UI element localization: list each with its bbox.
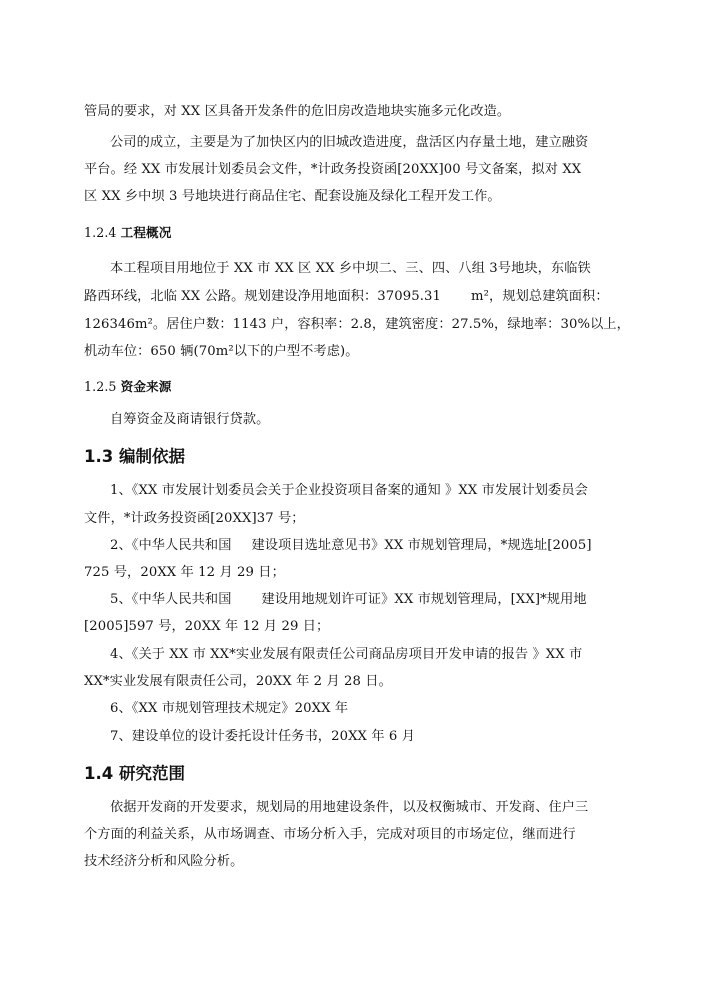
scope-line: 个方面的利益关系，从市场调查、市场分析入手，完成对项目的市场定位，继而进行 <box>84 827 576 842</box>
basis-item: 7、建设单位的设计委托设计任务书，20XX 年 6 月 <box>110 729 415 744</box>
overview-line-part: m²，规划总建筑面积： <box>471 289 609 304</box>
overview-line-part: 路西环线，北临 XX 公路。规划建设净用地面积：37095.31 <box>84 289 442 304</box>
overview-line <box>84 288 609 306</box>
basis-item: 4、《关于 XX 市 XX*实业发展有限责任公司商品房项目开发申请的报告 》XX 市 <box>110 647 583 662</box>
funding-line: 自筹资金及商请银行贷款。 <box>110 412 270 427</box>
section-number: 1.2.4 <box>84 225 117 240</box>
basis-item-continuation: 文件，*计政务投资函[20XX]37 号； <box>84 511 305 526</box>
intro-paragraph-line: 区 XX 乡中坝 3 号地块进行商品住宅、配套设施及绿化工程开发工作。 <box>84 189 501 204</box>
overview-line: 126346m²。居住户数：1143 户，容积率：2.8，建筑密度：27.5%，绿地率：30%以上， <box>84 317 630 332</box>
section-1-3-heading: 1.3 编制依据 <box>84 447 185 466</box>
basis-item <box>110 591 587 609</box>
intro-paragraph-line: 管局的要求，对 XX 区具备开发条件的危旧房改造地块实施多元化改造。 <box>84 104 511 119</box>
basis-item-continuation: 725 号，20XX 年 12 月 29 日； <box>84 565 285 580</box>
overview-line: 本工程项目用地位于 XX 市 XX 区 XX 乡中坝二、三、四、八组 3号地块，东临铁 <box>110 261 591 276</box>
scope-line: 技术经济分析和风险分析。 <box>84 854 244 869</box>
basis-item: 6、《XX 市规划管理技术规定》20XX 年 <box>110 701 349 716</box>
basis-item-part: 2、《中华人民共和国 <box>110 538 232 553</box>
section-1-4-heading: 1.4 研究范围 <box>84 764 185 783</box>
section-title: 工程概况 <box>120 225 172 240</box>
basis-item <box>110 537 592 555</box>
basis-item-continuation: [2005]597 号，20XX 年 12 月 29 日； <box>84 619 330 634</box>
overview-line: 机动车位：650 辆(70m²以下的户型不考虑)。 <box>84 344 359 359</box>
intro-paragraph-line: 平台。经 XX 市发展计划委员会文件，*计政务投资函[20XX]00 号文备案，拟对 XX <box>84 162 582 177</box>
scope-line: 依据开发商的开发要求，规划局的用地建设条件，以及权衡城市、开发商、住户三 <box>110 800 589 815</box>
section-1-2-4-heading <box>84 224 171 242</box>
basis-item-part: 建设项目选址意见书》XX 市规划管理局，*规选址[2005] <box>251 538 592 553</box>
intro-paragraph-line: 公司的成立，主要是为了加快区内的旧城改造进度，盘活区内存量土地，建立融资 <box>110 135 589 150</box>
basis-item: 1、《XX 市发展计划委员会关于企业投资项目备案的通知 》XX 市发展计划委员会 <box>110 483 588 498</box>
basis-item-part: 5、《中华人民共和国 <box>110 592 232 607</box>
section-1-2-5-heading <box>84 378 171 396</box>
section-title: 资金来源 <box>120 379 172 394</box>
section-number: 1.2.5 <box>84 379 117 394</box>
basis-item-continuation: XX*实业发展有限责任公司，20XX 年 2 月 28 日。 <box>84 674 392 689</box>
basis-item-part: 建设用地规划许可证》XX 市规划管理局，[XX]*规用地 <box>261 592 587 607</box>
